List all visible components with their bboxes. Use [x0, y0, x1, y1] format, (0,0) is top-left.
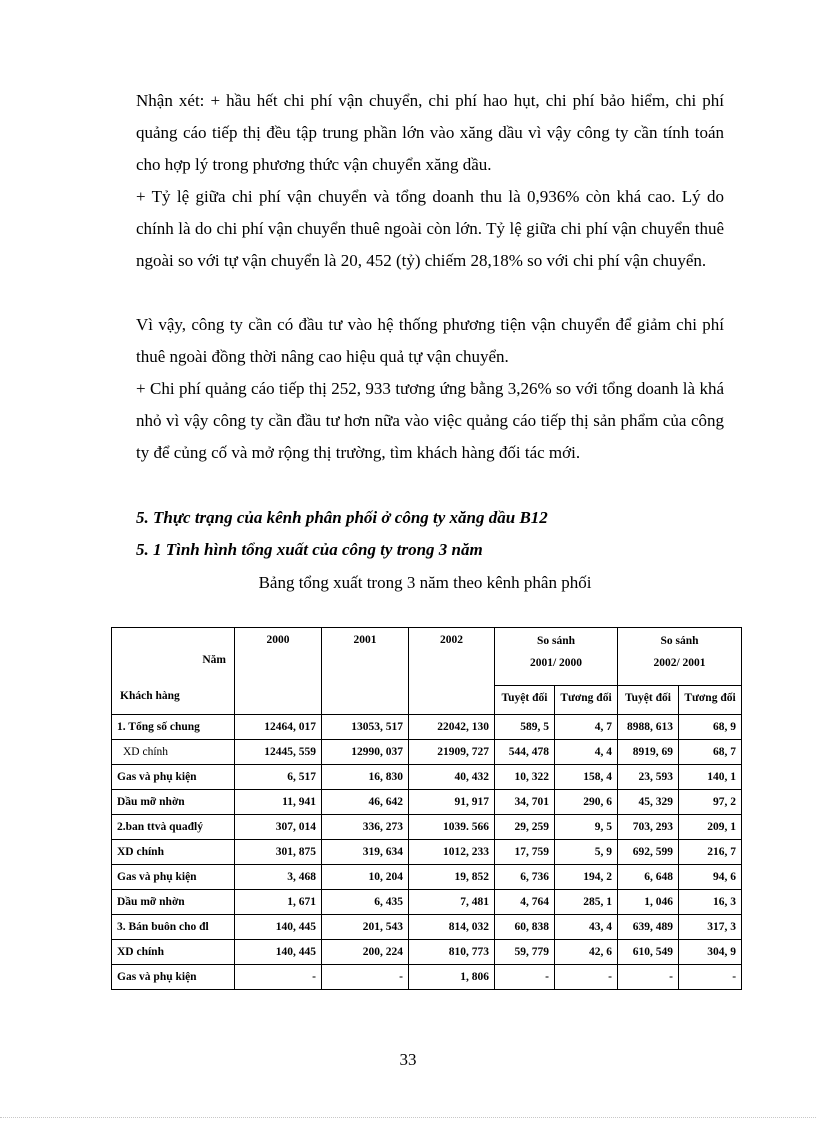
compare1-relative: 9, 5	[555, 815, 618, 840]
page-bottom-divider	[0, 1117, 816, 1118]
value-2001: 200, 224	[322, 940, 409, 965]
row-label: XD chính	[112, 840, 235, 865]
value-2000: 12464, 017	[235, 715, 322, 740]
distribution-table	[111, 627, 742, 990]
section-heading-5: 5. Thực trạng của kênh phân phối ở công ty xăng dầu B12	[136, 508, 548, 527]
compare2-relative: 304, 9	[679, 940, 742, 965]
row-label: 1. Tổng số chung	[112, 715, 235, 740]
header-compare-years: 2002/ 2001	[653, 657, 706, 669]
compare1-absolute: 6, 736	[495, 865, 555, 890]
compare2-relative: 209, 1	[679, 815, 742, 840]
compare1-relative: 5, 9	[555, 840, 618, 865]
value-2001: -	[322, 965, 409, 990]
compare2-absolute: 6, 648	[618, 865, 679, 890]
value-2000: 301, 875	[235, 840, 322, 865]
compare1-relative: 4, 4	[555, 740, 618, 765]
header-compare-years: 2001/ 2000	[529, 657, 583, 669]
value-2002: 1012, 233	[409, 840, 495, 865]
row-label: Gas và phụ kiện	[112, 865, 235, 890]
table-row	[112, 765, 742, 790]
value-2000: 140, 445	[235, 915, 322, 940]
compare2-absolute: 8988, 613	[618, 715, 679, 740]
header-absolute-1: Tuyệt đối	[495, 685, 555, 714]
value-2002: 91, 917	[409, 790, 495, 815]
table-header-row	[112, 628, 742, 686]
compare2-absolute: 610, 549	[618, 940, 679, 965]
compare1-absolute: -	[495, 965, 555, 990]
table-row	[112, 890, 742, 915]
compare2-absolute: 703, 293	[618, 815, 679, 840]
paragraph-transport-ratio: + Tỷ lệ giữa chi phí vận chuyển và tổng doanh thu là 0,936% còn khá cao. Lý do chính là do chi phí vận chuyển thuê ngoài còn lớn. Tỷ lệ giữa chi phí vận chuyển thuê ngoài so với tự vận chuyển là 20, 452 (tỷ) chiếm 28,18% so với chi phí vận chuyển.	[136, 187, 724, 270]
value-2002: 7, 481	[409, 890, 495, 915]
table-row	[112, 815, 742, 840]
row-label: Dầu mỡ nhờn	[112, 790, 235, 815]
table-row	[112, 790, 742, 815]
compare1-absolute: 60, 838	[495, 915, 555, 940]
header-compare-label: So sánh	[660, 635, 699, 647]
header-relative-2: Tương đối	[679, 685, 742, 714]
header-compare-label: So sánh	[536, 635, 576, 647]
compare1-relative: 194, 2	[555, 865, 618, 890]
table-row	[112, 940, 742, 965]
table-caption: Bảng tổng xuất trong 3 năm theo kênh phân phối	[258, 573, 592, 592]
compare1-absolute: 34, 701	[495, 790, 555, 815]
compare1-absolute: 29, 259	[495, 815, 555, 840]
row-label: 2.ban ttvà quađlý	[112, 815, 235, 840]
table-row	[112, 715, 742, 740]
header-absolute-2: Tuyệt đối	[618, 685, 679, 714]
compare2-absolute: -	[618, 965, 679, 990]
value-2001: 319, 634	[322, 840, 409, 865]
compare2-relative: 97, 2	[679, 790, 742, 815]
compare1-relative: 42, 6	[555, 940, 618, 965]
header-compare-2001-2000	[495, 628, 618, 686]
compare2-relative: 68, 7	[679, 740, 742, 765]
value-2001: 46, 642	[322, 790, 409, 815]
compare1-absolute: 544, 478	[495, 740, 555, 765]
header-compare-2002-2001	[618, 628, 742, 686]
value-2000: 6, 517	[235, 765, 322, 790]
table-row	[112, 865, 742, 890]
compare2-relative: 140, 1	[679, 765, 742, 790]
compare2-relative: 317, 3	[679, 915, 742, 940]
value-2002: 810, 773	[409, 940, 495, 965]
value-2002: 21909, 727	[409, 740, 495, 765]
table-row	[112, 740, 742, 765]
compare1-relative: 4, 7	[555, 715, 618, 740]
compare2-absolute: 1, 046	[618, 890, 679, 915]
value-2000: 1, 671	[235, 890, 322, 915]
row-label: XD chính	[112, 740, 235, 765]
header-2001: 2001	[322, 628, 409, 715]
value-2002: 19, 852	[409, 865, 495, 890]
value-2001: 13053, 517	[322, 715, 409, 740]
row-label: Gas và phụ kiện	[112, 965, 235, 990]
compare1-relative: 158, 4	[555, 765, 618, 790]
value-2002: 22042, 130	[409, 715, 495, 740]
compare2-absolute: 8919, 69	[618, 740, 679, 765]
table-row	[112, 965, 742, 990]
value-2002: 1, 806	[409, 965, 495, 990]
value-2001: 16, 830	[322, 765, 409, 790]
row-label: 3. Bán buôn cho đl	[112, 915, 235, 940]
value-2001: 12990, 037	[322, 740, 409, 765]
value-2000: 307, 014	[235, 815, 322, 840]
value-2000: 11, 941	[235, 790, 322, 815]
section-heading-5-1: 5. 1 Tình hình tổng xuất của công ty trong 3 năm	[136, 540, 483, 559]
compare2-relative: -	[679, 965, 742, 990]
compare1-absolute: 17, 759	[495, 840, 555, 865]
header-year-label: Năm	[202, 654, 226, 666]
header-customer-label: Khách hàng	[120, 690, 180, 702]
value-2001: 201, 543	[322, 915, 409, 940]
compare2-absolute: 639, 489	[618, 915, 679, 940]
value-2000: 3, 468	[235, 865, 322, 890]
compare1-relative: 290, 6	[555, 790, 618, 815]
value-2000: 12445, 559	[235, 740, 322, 765]
row-label: XD chính	[112, 940, 235, 965]
paragraph-observation: Nhận xét: + hầu hết chi phí vận chuyển, chi phí hao hụt, chi phí bảo hiểm, chi phí quảng cáo tiếp thị đều tập trung phần lớn vào xăng dầu vì vậy công ty cần tính toán cho hợp lý trong phương thức vận chuyển xăng dầu.	[136, 91, 724, 174]
value-2001: 6, 435	[322, 890, 409, 915]
paragraph-advertising: + Chi phí quảng cáo tiếp thị 252, 933 tương ứng bằng 3,26% so với tổng doanh là khá nhỏ vì vậy công ty cần đầu tư hơn nữa vào việc quảng cáo tiếp thị sản phẩm của công ty để củng cố và mở rộng thị trường, tìm khách hàng đối tác mới.	[136, 379, 724, 462]
header-2002: 2002	[409, 628, 495, 715]
value-2001: 336, 273	[322, 815, 409, 840]
header-2000: 2000	[235, 628, 322, 715]
page-number: 33	[399, 1050, 417, 1069]
value-2002: 1039. 566	[409, 815, 495, 840]
compare2-absolute: 45, 329	[618, 790, 679, 815]
compare2-absolute: 23, 593	[618, 765, 679, 790]
value-2002: 814, 032	[409, 915, 495, 940]
row-label: Dầu mỡ nhờn	[112, 890, 235, 915]
value-2000: -	[235, 965, 322, 990]
value-2001: 10, 204	[322, 865, 409, 890]
compare1-absolute: 4, 764	[495, 890, 555, 915]
compare2-relative: 68, 9	[679, 715, 742, 740]
value-2002: 40, 432	[409, 765, 495, 790]
header-corner-cell	[112, 628, 235, 715]
table-row	[112, 840, 742, 865]
row-label: Gas và phụ kiện	[112, 765, 235, 790]
header-relative-1: Tương đối	[555, 685, 618, 714]
compare1-absolute: 59, 779	[495, 940, 555, 965]
compare1-absolute: 10, 322	[495, 765, 555, 790]
compare2-relative: 16, 3	[679, 890, 742, 915]
compare1-relative: -	[555, 965, 618, 990]
compare1-relative: 285, 1	[555, 890, 618, 915]
compare2-relative: 94, 6	[679, 865, 742, 890]
compare1-relative: 43, 4	[555, 915, 618, 940]
value-2000: 140, 445	[235, 940, 322, 965]
paragraph-investment: Vì vậy, công ty cần có đầu tư vào hệ thống phương tiện vận chuyển để giảm chi phí thuê ngoài đồng thời nâng cao hiệu quả tự vận chuyển.	[136, 315, 724, 366]
compare2-relative: 216, 7	[679, 840, 742, 865]
compare1-absolute: 589, 5	[495, 715, 555, 740]
table-row	[112, 915, 742, 940]
compare2-absolute: 692, 599	[618, 840, 679, 865]
